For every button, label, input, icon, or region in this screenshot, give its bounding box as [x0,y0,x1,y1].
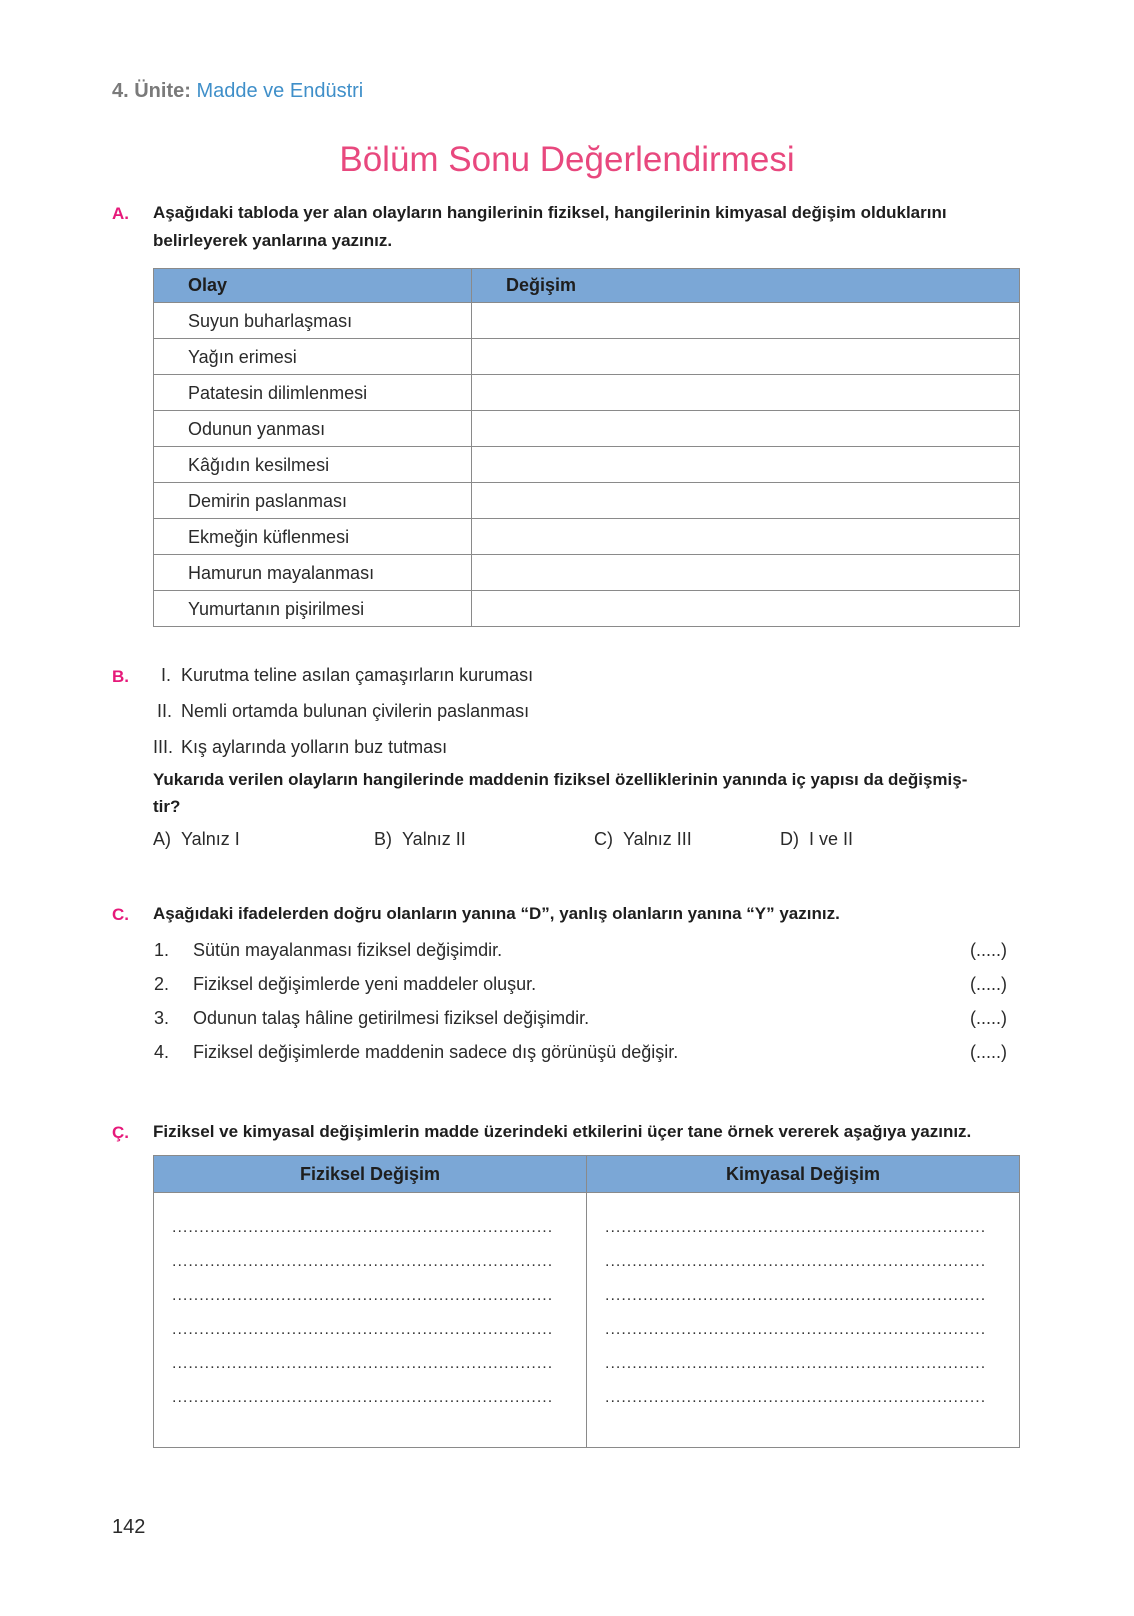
unit-header [112,80,363,103]
table-row [154,483,1020,519]
statement-text: Sütün mayalanması fiziksel değişimdir. [193,940,503,960]
option-key: A) [153,829,171,849]
option-a[interactable] [153,829,240,850]
item-numeral: III. [153,737,174,757]
event-cell: Kâğıdın kesilmesi [154,447,472,483]
table-row [154,519,1020,555]
section-cc-letter: Ç. [112,1123,129,1142]
unit-title: Madde ve Endüstri [196,80,364,102]
option-text: I ve II [809,829,854,849]
event-cell: Hamurun mayalanması [154,555,472,591]
answer-cell[interactable] [472,483,1020,519]
option-key: B) [374,829,392,849]
item-numeral: I. [161,665,172,685]
answer-cell[interactable] [472,375,1020,411]
column-header-kimyasal: Kimyasal Değişim [587,1156,1020,1193]
fiziksel-answer-area[interactable] [154,1193,587,1448]
item-text: Nemli ortamda bulunan çivilerin paslanması [181,701,530,721]
event-cell: Yumurtanın pişirilmesi [154,591,472,627]
table-header-row [154,269,1020,303]
option-b[interactable] [374,829,466,850]
event-cell: Demirin paslanması [154,483,472,519]
answer-cell[interactable] [472,555,1020,591]
section-c-instruction: Aşağıdaki ifadelerden doğru olanların yanına “D”, yanlış olanların yanına “Y” yazınız. [153,904,840,923]
table-row [154,339,1020,375]
dotted-line[interactable]: ...................................................................... [605,1355,987,1372]
answer-cell[interactable] [472,411,1020,447]
dotted-line[interactable]: ...................................................................... [172,1219,554,1236]
answer-blank[interactable]: (.....) [970,974,1007,994]
event-cell: Patatesin dilimlenmesi [154,375,472,411]
table-row [154,555,1020,591]
statement-number: 1. [154,940,170,960]
event-cell: Ekmeğin küflenmesi [154,519,472,555]
section-b-letter: B. [112,667,129,686]
table-row [154,447,1020,483]
section-a-letter: A. [112,204,129,223]
dotted-line[interactable]: ...................................................................... [172,1355,554,1372]
examples-table [153,1155,1020,1448]
option-text: Yalnız III [623,829,692,849]
table-row [154,591,1020,627]
event-cell: Odunun yanması [154,411,472,447]
answer-blank[interactable]: (.....) [970,1008,1007,1028]
option-d[interactable] [780,829,853,850]
unit-label: 4. Ünite: [112,80,191,102]
column-header-degisim: Değişim [472,269,1020,303]
item-text: Kurutma teline asılan çamaşırların kuruması [181,665,534,685]
dotted-line[interactable]: ...................................................................... [605,1219,987,1236]
dotted-line[interactable]: ...................................................................... [172,1389,554,1406]
option-text: Yalnız II [402,829,466,849]
answer-cell[interactable] [472,303,1020,339]
answer-cell[interactable] [472,447,1020,483]
table-row [154,411,1020,447]
item-numeral: II. [157,701,173,721]
dotted-line[interactable]: ...................................................................... [172,1287,554,1304]
option-text: Yalnız I [181,829,240,849]
answer-cell[interactable] [472,591,1020,627]
column-header-fiziksel: Fiziksel Değişim [154,1156,587,1193]
table-header-row [154,1156,1020,1193]
option-key: C) [594,829,613,849]
section-c-letter: C. [112,905,129,924]
answer-cell[interactable] [472,519,1020,555]
page-title: Bölüm Sonu Değerlendirmesi [339,140,795,179]
statement-text: Fiziksel değişimlerde yeni maddeler oluşur. [193,974,537,994]
section-cc-instruction: Fiziksel ve kimyasal değişimlerin madde üzerindeki etkilerini üçer tane örnek vererek aşağıya yazınız. [153,1122,972,1141]
events-table [153,268,1020,627]
option-c[interactable] [594,829,692,850]
item-text: Kış aylarında yolların buz tutması [181,737,448,757]
dotted-line[interactable]: ...................................................................... [605,1253,987,1270]
column-header-olay: Olay [154,269,472,303]
answer-blank[interactable]: (.....) [970,1042,1007,1062]
kimyasal-answer-area[interactable] [587,1193,1020,1448]
section-a-instruction: Aşağıdaki tabloda yer alan olayların hangilerinin fiziksel, hangilerinin kimyasal değişim olduklarını belirleyerek yanlarına yazınız. [153,203,947,250]
event-cell: Suyun buharlaşması [154,303,472,339]
statement-number: 3. [154,1008,170,1028]
answer-cell[interactable] [472,339,1020,375]
statement-number: 4. [154,1042,170,1062]
page-number: 142 [112,1516,146,1538]
dotted-line[interactable]: ...................................................................... [605,1389,987,1406]
dotted-line[interactable]: ...................................................................... [605,1287,987,1304]
table-row [154,1193,1020,1448]
statement-number: 2. [154,974,170,994]
option-key: D) [780,829,799,849]
question-line-2: tir? [153,797,181,816]
question-line-1: Yukarıda verilen olayların hangilerinde maddenin fiziksel özelliklerinin yanında iç yapısı da değişmiş- [153,770,968,789]
table-row [154,303,1020,339]
dotted-line[interactable]: ...................................................................... [172,1253,554,1270]
table-row [154,375,1020,411]
event-cell: Yağın erimesi [154,339,472,375]
dotted-line[interactable]: ...................................................................... [172,1321,554,1338]
statement-text: Fiziksel değişimlerde maddenin sadece dış görünüşü değişir. [193,1042,679,1062]
answer-blank[interactable]: (.....) [970,940,1007,960]
statement-text: Odunun talaş hâline getirilmesi fiziksel değişimdir. [193,1008,590,1028]
dotted-line[interactable]: ...................................................................... [605,1321,987,1338]
